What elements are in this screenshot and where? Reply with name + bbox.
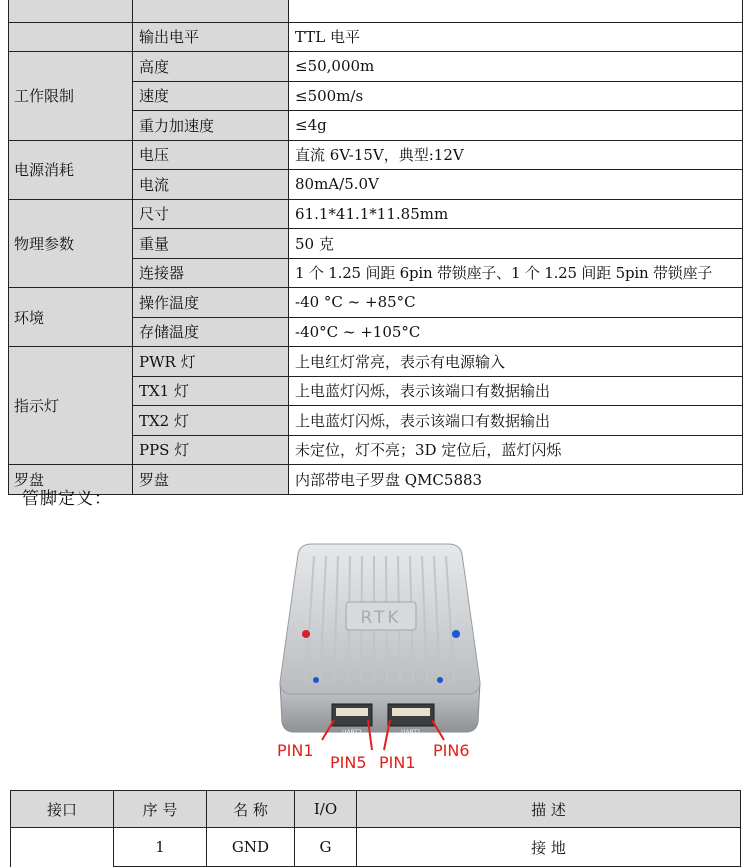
table-cell: 1 [114, 828, 207, 867]
spec-value: ≤4g [289, 111, 743, 141]
spec-item: 尺寸 [133, 199, 289, 229]
pin-label: PIN1 [379, 753, 416, 772]
uart2-label: UART2 [342, 729, 362, 736]
spec-row [9, 465, 743, 495]
spec-value: 1 个 1.25 间距 6pin 带锁座子、1 个 1.25 间距 5pin 带锁座子 [289, 258, 743, 288]
table-cell: 接 地 [357, 828, 741, 867]
spec-value: 直流 6V-15V，典型:12V [289, 140, 743, 170]
spec-table [8, 0, 743, 495]
spec-value: 内部带电子罗盘 QMC5883 [289, 465, 743, 495]
pin-definition-heading: 管脚定义： [22, 489, 112, 509]
table-row [11, 828, 741, 867]
pwr-led-icon [302, 630, 310, 638]
spec-value: ≤50,000m [289, 52, 743, 82]
spec-item: 重力加速度 [133, 111, 289, 141]
table-cell: GND [207, 828, 295, 867]
table-cell [11, 828, 114, 867]
spec-category: 环境 [9, 288, 133, 347]
spec-item: 操作温度 [133, 288, 289, 318]
spec-category: 指示灯 [9, 347, 133, 465]
pin-label: PIN1 [277, 741, 314, 760]
tx1-led-icon [437, 677, 443, 683]
spec-value [289, 0, 743, 22]
spec-value: 61.1*41.1*11.85mm [289, 199, 743, 229]
uart1-label: UART1 [401, 729, 421, 736]
spec-row [9, 199, 743, 229]
column-header: 名 称 [207, 791, 295, 828]
spec-row [9, 0, 743, 22]
spec-row [9, 347, 743, 377]
spec-value: TTL 电平 [289, 22, 743, 52]
spec-item: TX2 灯 [133, 406, 289, 436]
tx2-led-icon [313, 677, 319, 683]
spec-item: 电流 [133, 170, 289, 200]
spec-item: PPS 灯 [133, 435, 289, 465]
pin-definition-table [10, 790, 741, 867]
spec-category: 物理参数 [9, 199, 133, 288]
spec-value: 80mA/5.0V [289, 170, 743, 200]
column-header: I/O [295, 791, 357, 828]
spec-category: 工作限制 [9, 52, 133, 141]
spec-item: 速度 [133, 81, 289, 111]
spec-value: 上电蓝灯闪烁，表示该端口有数据输出 [289, 406, 743, 436]
spec-category: 电源消耗 [9, 140, 133, 199]
pps-led-icon [452, 630, 460, 638]
spec-item: 罗盘 [133, 465, 289, 495]
spec-value: ≤500m/s [289, 81, 743, 111]
spec-row [9, 52, 743, 82]
column-header: 接口 [11, 791, 114, 828]
spec-value: 上电蓝灯闪烁，表示该端口有数据输出 [289, 376, 743, 406]
column-header: 描 述 [357, 791, 741, 828]
spec-value: 50 克 [289, 229, 743, 259]
spec-category [9, 22, 133, 52]
spec-category: 罗盘 [9, 465, 133, 495]
spec-value: 未定位，灯不亮；3D 定位后，蓝灯闪烁 [289, 435, 743, 465]
spec-row [9, 22, 743, 52]
spec-row [9, 288, 743, 318]
table-cell: G [295, 828, 357, 867]
spec-item: 存储温度 [133, 317, 289, 347]
spec-value: -40 °C ~ +85°C [289, 288, 743, 318]
column-header: 序 号 [114, 791, 207, 828]
spec-item: 高度 [133, 52, 289, 82]
spec-item: TX1 灯 [133, 376, 289, 406]
spec-item: 输出电平 [133, 22, 289, 52]
spec-row [9, 140, 743, 170]
spec-item: 电压 [133, 140, 289, 170]
spec-item: 重量 [133, 229, 289, 259]
pin-label: PIN5 [330, 753, 367, 772]
rtk-logo: RTK [360, 608, 402, 628]
spec-item: PWR 灯 [133, 347, 289, 377]
spec-value: 上电红灯常亮，表示有电源输入 [289, 347, 743, 377]
spec-item [133, 0, 289, 22]
pin-label: PIN6 [433, 741, 470, 760]
spec-category [9, 0, 133, 22]
spec-item: 连接器 [133, 258, 289, 288]
table-header-row [11, 791, 741, 828]
spec-value: -40°C ~ +105°C [289, 317, 743, 347]
